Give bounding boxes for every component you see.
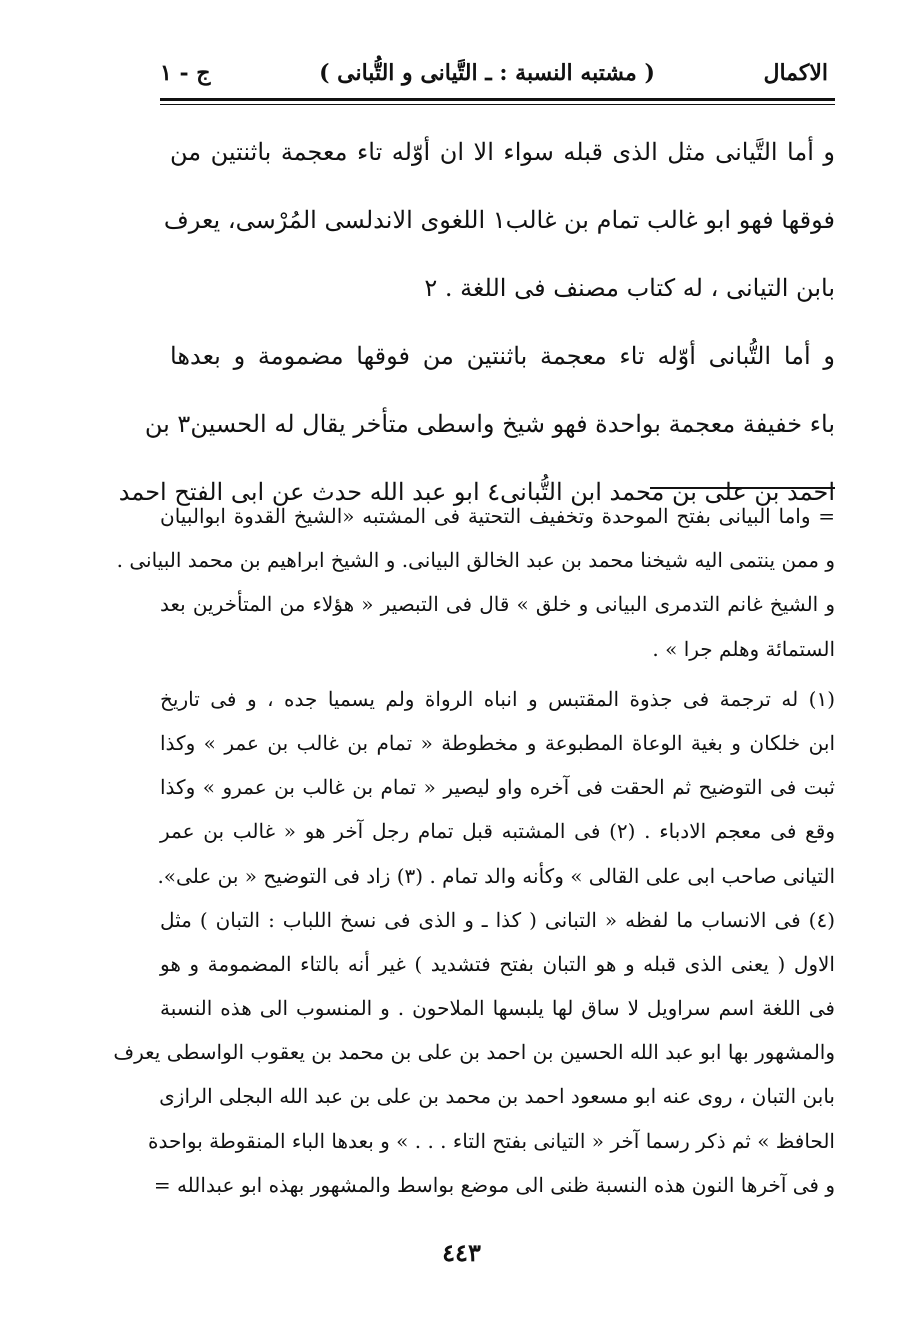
footnote-line: التيانى صاحب ابى على القالى » وكأنه والد تمام . (٣) زاد فى التوضيح « بن على». — [157, 863, 835, 888]
footnote-line: بابن التبان ، روى عنه ابو مسعود احمد بن محمد بن على بن عبد الله البجلى الرازى — [159, 1084, 835, 1109]
book-title: الاكمال — [763, 60, 828, 86]
footnote-line: و الشيخ غانم التدمرى البيانى و خلق » قال فى التبصير « هؤلاء من المتأخرين بعد — [160, 592, 835, 617]
main-line: و أما التُّبانى أوّله تاء معجمة باثنتين من فوقها مضمومة و بعدها — [170, 342, 835, 370]
volume-label: ج - ١ — [160, 60, 211, 86]
page-number: ٤٤٣ — [442, 1238, 481, 1267]
footnote-line: (٤) فى الانساب ما لفظه « التبانى ( كذا ـ و الذى فى نسخ اللباب : التبان ) مثل — [160, 907, 835, 932]
header-rule — [160, 98, 835, 101]
footnote-line: = واما البيانى بفتح الموحدة وتخفيف التحتية فى المشتبه «الشيخ القدوة ابوالبيان — [160, 504, 836, 528]
footnote-line: الستمائة وهلم جرا » . — [652, 636, 835, 661]
footnote-line: (١) له ترجمة فى جذوة المقتبس و انباه الرواة ولم يسميا جده ، و فى تاريخ — [160, 686, 835, 711]
header-rule-thin — [160, 104, 835, 105]
footnote-line: و ممن ينتمى اليه شيخنا محمد بن عبد الخالق البيانى. و الشيخ ابراهيم بن محمد البيانى . — [116, 548, 835, 573]
footnote-line: ثبت فى التوضيح ثم الحقت فى آخره واو ليصير « تمام بن غالب بن عمرو » وكذا — [160, 775, 835, 800]
main-line: بابن التيانى ، له كتاب مصنف فى اللغة . ٢ — [424, 274, 835, 302]
main-line: باء خفيفة معجمة بواحدة فهو شيخ واسطى متأخر يقال له الحسين٣ بن — [144, 410, 835, 438]
footnote-line: ابن خلكان و بغية الوعاة المطبوعة و مخطوطة « تمام بن غالب بن عمر » وكذا — [160, 730, 835, 755]
page-header — [160, 52, 828, 94]
footnotes — [113, 494, 836, 1207]
footnote-line: فى اللغة اسم سراويل لا ساق لها يلبسها الملاحون . و المنسوب الى هذه النسبة — [160, 996, 835, 1021]
main-line: فوقها فهو ابو غالب تمام بن غالب١ اللغوى الاندلسى المُرْسى، يعرف — [163, 206, 835, 234]
footnote-line: الاول ( يعنى الذى قبله و هو التبان بفتح فتشديد ) غير أنه بالتاء المضمومة و هو — [160, 951, 835, 976]
footnote-line: الحافظ » ثم ذكر رسما آخر « التيانى بفتح التاء . . . » و بعدها الباء المنقوطة بواحدة — [148, 1128, 835, 1153]
main-text — [118, 118, 835, 526]
footnote-separator — [650, 487, 835, 489]
footnote-line: وقع فى معجم الادباء . (٢) فى المشتبه قبل تمام رجل آخر هو « غالب بن عمر — [160, 819, 835, 844]
main-line: احمد بن على بن محمد ابن التُّبانى٤ ابو عبد الله حدث عن ابى الفتح احمد — [118, 478, 835, 506]
footnote-line: والمشهور بها ابو عبد الله الحسين بن احمد بن على بن محمد بن يعقوب الواسطى يعرف — [113, 1040, 835, 1065]
footnote-line: و فى آخرها النون هذه النسبة ظنى الى موضع بواسط والمشهور بهذه ابو عبدالله = — [153, 1172, 835, 1197]
main-line: و أما التَّيانى مثل الذى قبله سواء الا ان أوّله تاء معجمة باثنتين من — [170, 138, 835, 166]
section-title: ( مشتبه النسبة : ـ التَّيانى و التُّبانى ) — [319, 60, 655, 86]
